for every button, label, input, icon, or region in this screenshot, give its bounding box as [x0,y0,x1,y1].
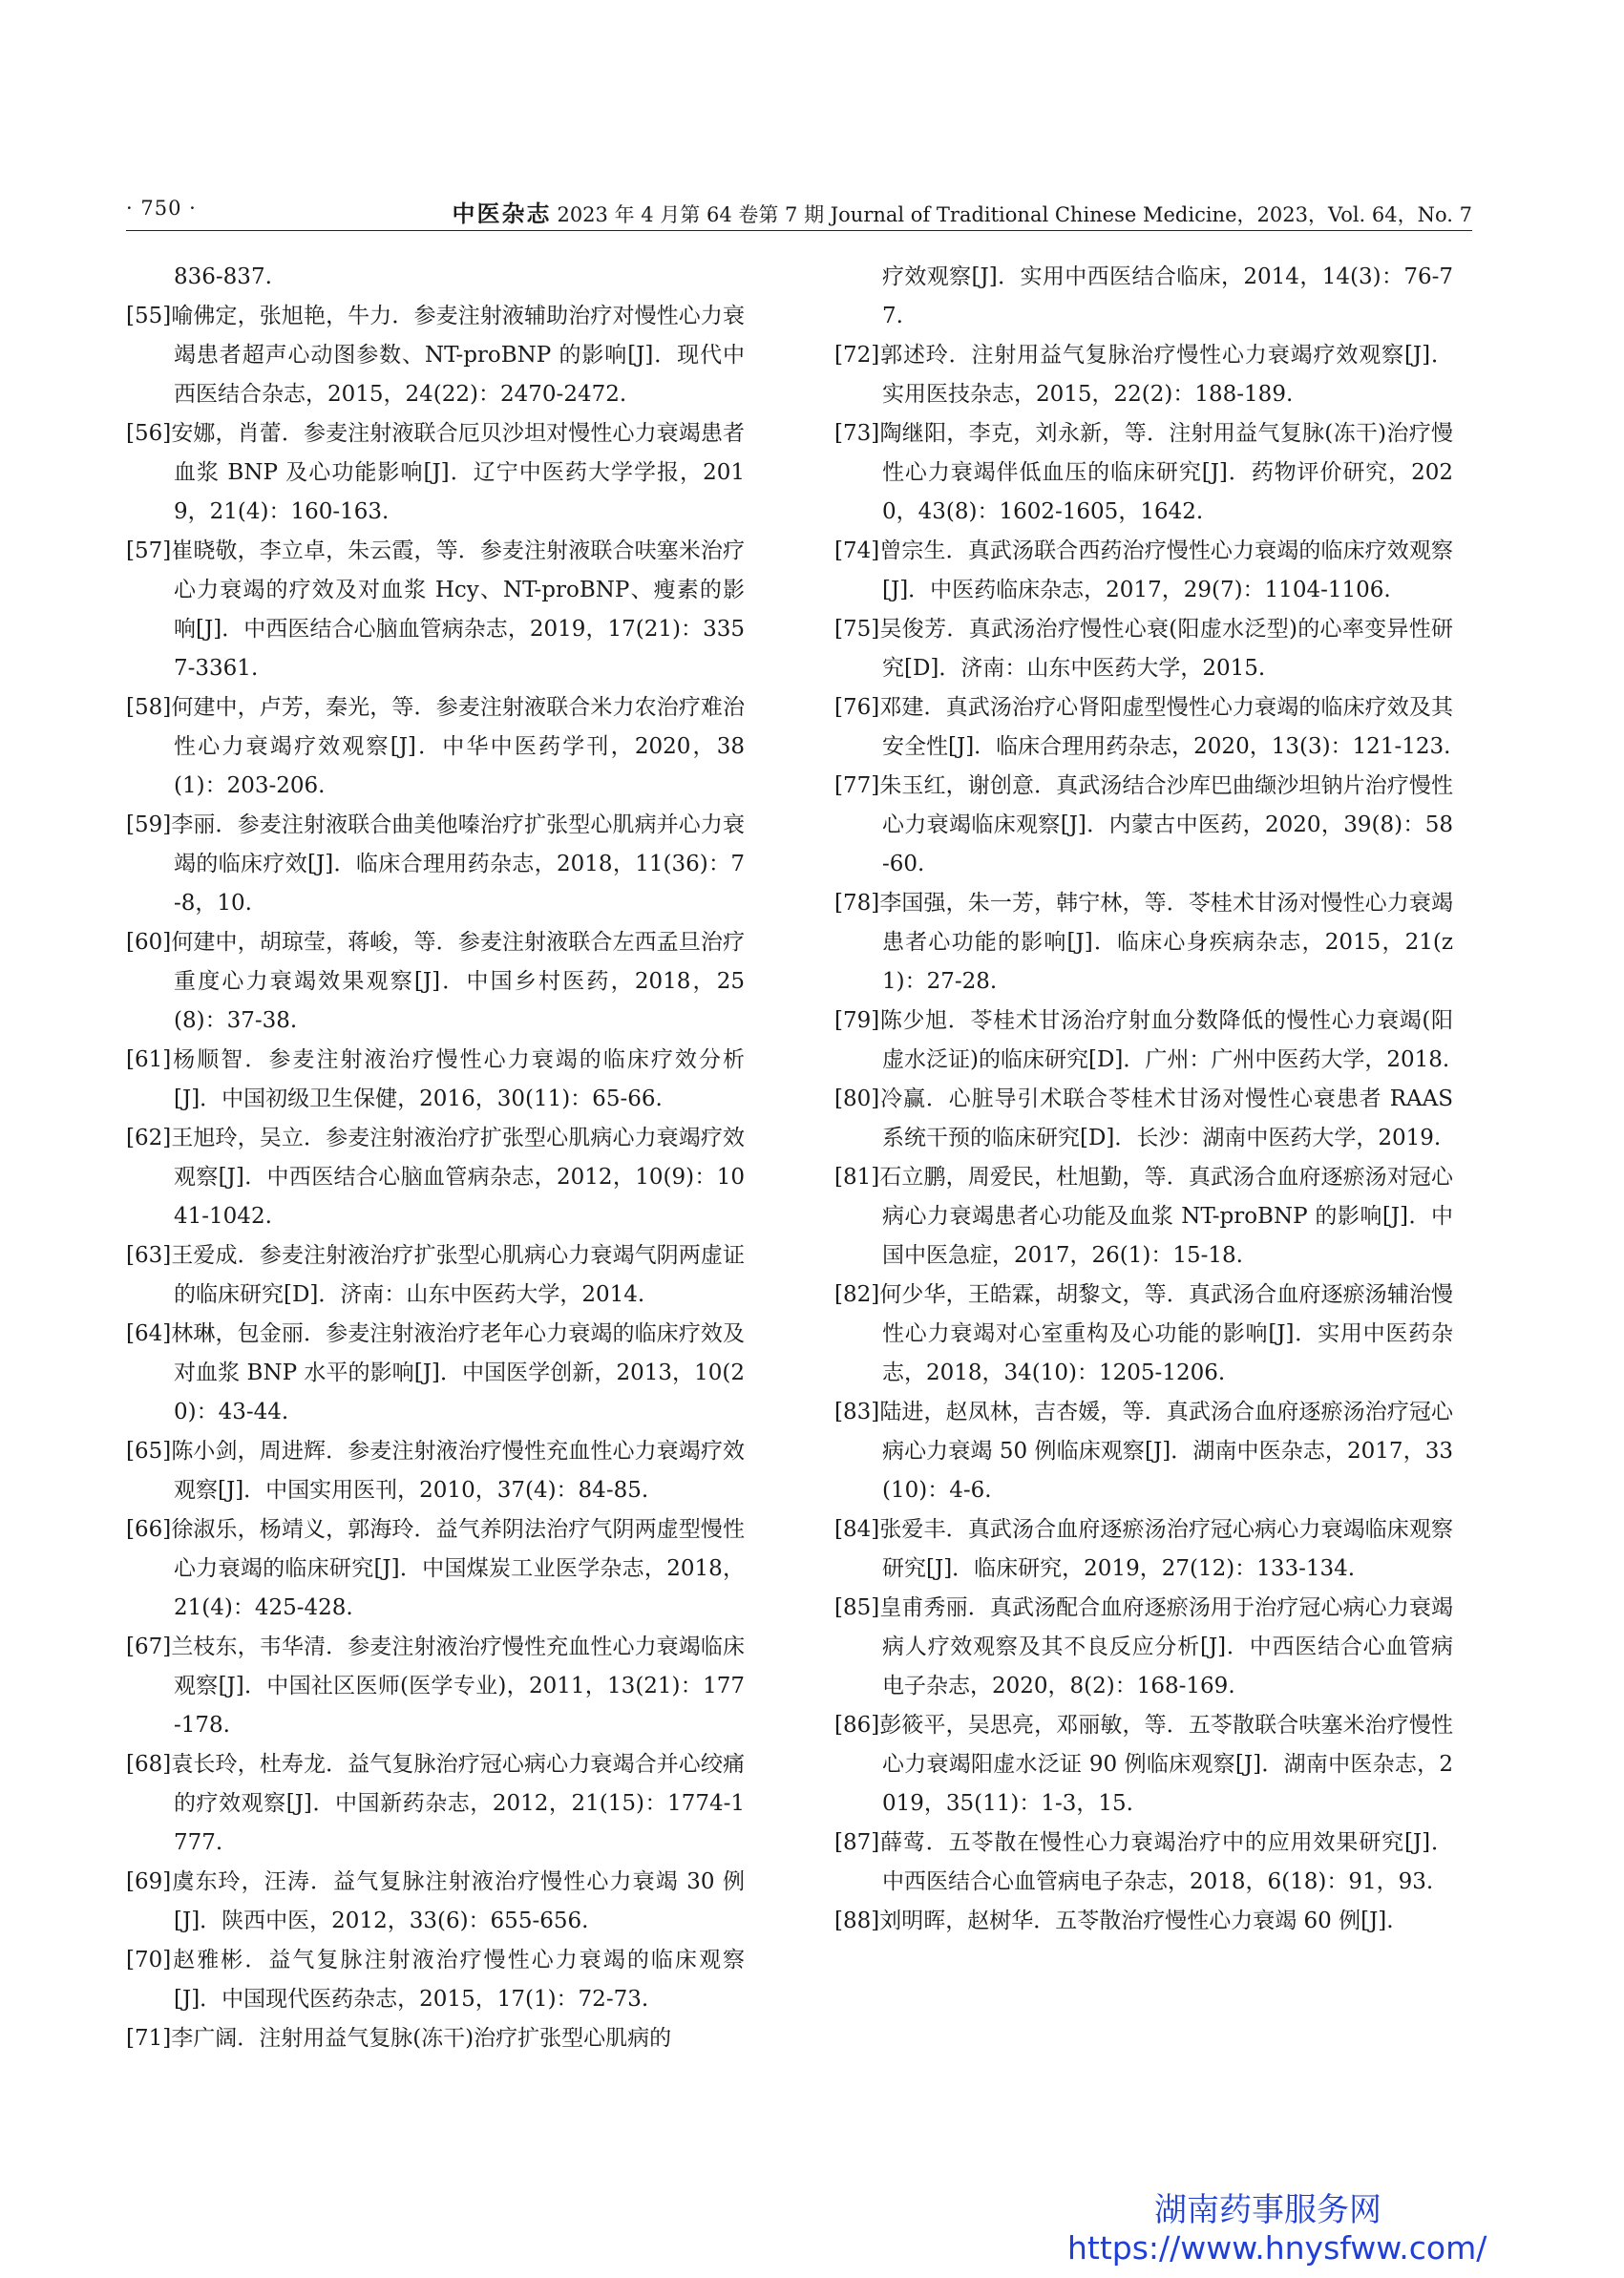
page-number: · 750 · [126,197,197,220]
reference-entry: [70]赵雅彬．益气复脉注射液治疗慢性心力衰竭的临床观察[J]．中国现代医药杂志，2015，17(1)：72-73. [126,1948,745,2012]
reference-entry: [60]何建中，胡琼莹，蒋峻，等．参麦注射液联合左西孟旦治疗重度心力衰竭效果观察[J]．中国乡村医药，2018，25(8)：37-38. [126,930,745,1033]
reference-entry: [75]吴俊芳．真武汤治疗慢性心衰(阳虚水泛型)的心率变异性研究[D]．济南：山东中医药大学，2015. [834,617,1453,681]
reference-entry: [58]何建中，卢芳，秦光，等．参麦注射液联合米力农治疗难治性心力衰竭疗效观察[J]．中华中医药学刊，2020，38(1)：203-206. [126,695,745,798]
reference-entry: [59]李丽．参麦注射液联合曲美他嗪治疗扩张型心肌病并心力衰竭的临床疗效[J]．临床合理用药杂志，2018，11(36)：7-8，10. [126,812,745,916]
watermark-site-name: 湖南药事服务网 [1154,2191,1381,2229]
reference-entry: [66]徐淑乐，杨靖义，郭海玲．益气养阴法治疗气阴两虚型慢性心力衰竭的临床研究[J]．中国煤炭工业医学杂志，2018，21(4)：425-428. [126,1517,745,1620]
reference-entry: [65]陈小剑，周进辉．参麦注射液治疗慢性充血性心力衰竭疗效观察[J]．中国实用医刊，2010，37(4)：84-85. [126,1439,745,1503]
reference-entry: [83]陆进，赵凤林，吉杏媛，等．真武汤合血府逐瘀汤治疗冠心病心力衰竭 50 例临床观察[J]．湖南中医杂志，2017，33(10)：4-6. [834,1400,1453,1503]
reference-entry: [88]刘明晖，赵树华．五苓散治疗慢性心力衰竭 60 例[J]. [834,1909,1394,1933]
right-column [834,258,1453,1941]
reference-entry: [72]郭述玲．注射用益气复脉治疗慢性心力衰竭疗效观察[J]．实用医技杂志，2015，22(2)：188-189. [834,343,1453,407]
reference-continuation: 疗效观察[J]．实用中西医结合临床，2014，14(3)：76-77. [882,264,1453,328]
reference-entry: [69]虞东玲，汪涛．益气复脉注射液治疗慢性心力衰竭 30 例[J]．陕西中医，2012，33(6)：655-656. [126,1869,745,1933]
reference-entry: [84]张爱丰．真武汤合血府逐瘀汤治疗冠心病心力衰竭临床观察研究[J]．临床研究，2019，27(12)：133-134. [834,1517,1453,1581]
reference-entry: [63]王爱成．参麦注射液治疗扩张型心肌病心力衰竭气阴两虚证的临床研究[D]．济南：山东中医药大学，2014. [126,1243,745,1307]
reference-entry: [56]安娜，肖蕾．参麦注射液联合厄贝沙坦对慢性心力衰竭患者血浆 BNP 及心功能影响[J]．辽宁中医药大学学报，2019，21(4)：160-163. [126,421,745,524]
reference-entry: [61]杨顺智．参麦注射液治疗慢性心力衰竭的临床疗效分析[J]．中国初级卫生保健，2016，30(11)：65-66. [126,1047,745,1111]
reference-entry: [87]薛莺．五苓散在慢性心力衰竭治疗中的应用效果研究[J]．中西医结合心血管病电子杂志，2018，6(18)：91，93. [834,1830,1453,1894]
reference-entry: [76]邓建．真武汤治疗心肾阳虚型慢性心力衰竭的临床疗效及其安全性[J]．临床合理用药杂志，2020，13(3)：121-123. [834,695,1453,759]
reference-entry: [57]崔晓敬，李立卓，朱云霞，等．参麦注射液联合呋塞米治疗心力衰竭的疗效及对血浆 Hcy、NT-proBNP、瘦素的影响[J]．中西医结合心脑血管病杂志，2019，17(21)：3357-3361. [126,538,745,681]
reference-entry: [82]何少华，王皓霖，胡黎文，等．真武汤合血府逐瘀汤辅治慢性心力衰竭对心室重构及心功能的影响[J]．实用中医药杂志，2018，34(10)：1205-1206. [834,1282,1453,1385]
reference-continuation: 836-837. [174,264,272,289]
reference-entry: [71]李广阔．注射用益气复脉(冻干)治疗扩张型心肌病的 [126,2026,672,2051]
reference-entry: [55]喻佛定，张旭艳，牛力．参麦注射液辅助治疗对慢性心力衰竭患者超声心动图参数、NT-proBNP 的影响[J]．现代中西医结合杂志，2015，24(22)：2470-2472. [126,304,745,407]
journal-name: 中医杂志 [452,200,552,227]
reference-entry: [80]冷赢．心脏导引术联合苓桂术甘汤对慢性心衰患者 RAAS 系统干预的临床研究[D]．长沙：湖南中医药大学，2019. [834,1086,1453,1150]
reference-entry: [78]李国强，朱一芳，韩宁林，等．苓桂术甘汤对慢性心力衰竭患者心功能的影响[J]．临床心身疾病杂志，2015，21(z1)：27-28. [834,891,1453,994]
reference-entry: [79]陈少旭．苓桂术甘汤治疗射血分数降低的慢性心力衰竭(阳虚水泛证)的临床研究[D]．广州：广州中医药大学，2018. [834,1008,1453,1072]
reference-entry: [62]王旭玲，吴立．参麦注射液治疗扩张型心肌病心力衰竭疗效观察[J]．中西医结合心脑血管病杂志，2012，10(9)：1041-1042. [126,1126,745,1229]
reference-entry: [68]袁长玲，杜寿龙．益气复脉治疗冠心病心力衰竭合并心绞痛的疗效观察[J]．中国新药杂志，2012，21(15)：1774-1777. [126,1752,745,1855]
reference-entry: [67]兰枝东，韦华清．参麦注射液治疗慢性充血性心力衰竭临床观察[J]．中国社区医师(医学专业)，2011，13(21)：177-178. [126,1635,745,1738]
header-rule [126,230,1472,231]
left-column [126,258,745,2058]
watermark [1067,2191,1487,2267]
issue-info: 2023 年 4 月第 64 卷第 7 期 Journal of Traditional Chinese Medicine，2023，Vol. 64，No. 7 [557,203,1472,226]
reference-entry: [85]皇甫秀丽．真武汤配合血府逐瘀汤用于治疗冠心病心力衰竭病人疗效观察及其不良反应分析[J]．中西医结合心血管病电子杂志，2020，8(2)：168-169. [834,1595,1453,1698]
reference-entry: [77]朱玉红，谢创意．真武汤结合沙库巴曲缬沙坦钠片治疗慢性心力衰竭临床观察[J]．内蒙古中医药，2020，39(8)：58-60. [834,773,1453,876]
running-head [452,195,1472,228]
running-header [126,195,1472,229]
reference-entry: [74]曾宗生．真武汤联合西药治疗慢性心力衰竭的临床疗效观察[J]．中医药临床杂志，2017，29(7)：1104-1106. [834,538,1453,602]
reference-entry: [73]陶继阳，李克，刘永新，等．注射用益气复脉(冻干)治疗慢性心力衰竭伴低血压的临床研究[J]．药物评价研究，2020，43(8)：1602-1605，1642. [834,421,1453,524]
reference-entry: [64]林琳，包金丽．参麦注射液治疗老年心力衰竭的临床疗效及对血浆 BNP 水平的影响[J]．中国医学创新，2013，10(20)：43-44. [126,1321,745,1424]
watermark-url[interactable]: https://www.hnysfww.com/ [1067,2229,1487,2267]
reference-entry: [86]彭筱平，吴思亮，邓丽敏，等．五苓散联合呋塞米治疗慢性心力衰竭阳虚水泛证 90 例临床观察[J]．湖南中医杂志，2019，35(11)：1-3，15. [834,1713,1453,1816]
reference-entry: [81]石立鹏，周爱民，杜旭勤，等．真武汤合血府逐瘀汤对冠心病心力衰竭患者心功能及血浆 NT-proBNP 的影响[J]．中国中医急症，2017，26(1)：15-18. [834,1165,1453,1268]
